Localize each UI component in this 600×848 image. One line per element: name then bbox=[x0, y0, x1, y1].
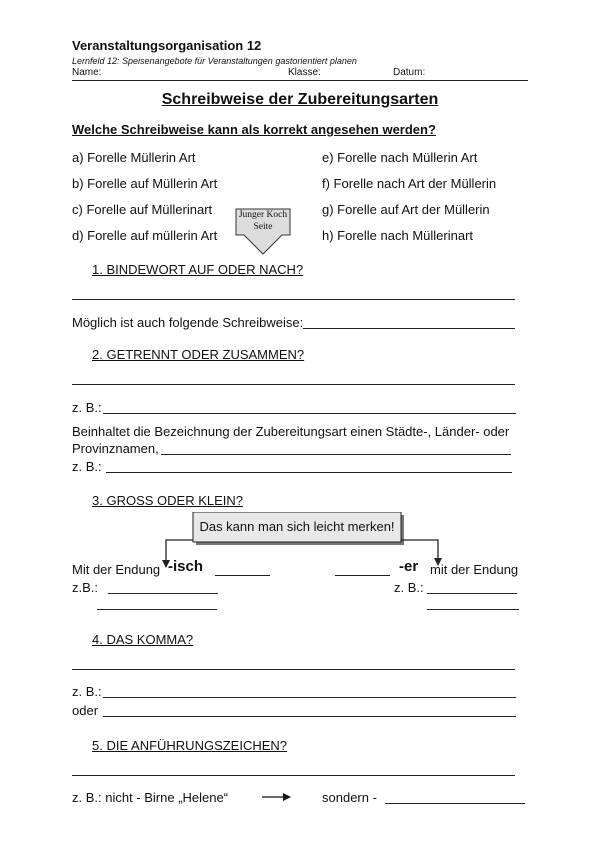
section3-zb-right: z. B.: bbox=[394, 580, 424, 595]
section3-heading: 3. GROSS ODER KLEIN? bbox=[92, 493, 243, 508]
answer-line[interactable] bbox=[335, 575, 390, 576]
answer-line[interactable] bbox=[103, 697, 516, 698]
answer-line[interactable] bbox=[106, 472, 512, 473]
answer-line[interactable] bbox=[427, 593, 517, 594]
option-e: e) Forelle nach Müllerin Art bbox=[322, 150, 478, 165]
callout-text: Das kann man sich leicht merken! bbox=[199, 519, 395, 534]
section3-zb-left: z.B.: bbox=[72, 580, 99, 595]
section2-zb2: z. B.: bbox=[72, 459, 102, 474]
answer-line[interactable] bbox=[72, 299, 515, 300]
option-g: g) Forelle auf Art der Müllerin bbox=[322, 202, 490, 217]
class-label: Klasse: bbox=[288, 67, 321, 78]
section2-heading: 2. GETRENNT ODER ZUSAMMEN? bbox=[92, 347, 305, 362]
section5-example: z. B.: nicht - Birne „Helene“ bbox=[72, 790, 229, 805]
section1-heading: 1. BINDEWORT AUF ODER NACH? bbox=[92, 262, 304, 277]
answer-line[interactable] bbox=[72, 384, 515, 385]
course-title: Veranstaltungsorganisation 12 bbox=[72, 38, 262, 53]
reference-line1: Junger Koch bbox=[238, 210, 288, 220]
answer-line[interactable] bbox=[303, 328, 515, 329]
section2-zb: z. B.: bbox=[72, 400, 102, 415]
option-h: h) Forelle nach Müllerinart bbox=[322, 228, 474, 243]
answer-line[interactable] bbox=[103, 716, 516, 717]
header-rule bbox=[72, 80, 528, 81]
section5-heading: 5. DIE ANFÜHRUNGSZEICHEN? bbox=[92, 738, 288, 753]
date-label: Datum: bbox=[393, 67, 426, 78]
page-title: Schreibweise der Zubereitungsarten bbox=[161, 91, 439, 108]
left-ending-text: Mit der Endung bbox=[72, 562, 161, 577]
right-suffix: -er bbox=[399, 558, 419, 575]
option-a: a) Forelle Müllerin Art bbox=[72, 150, 196, 165]
option-b: b) Forelle auf Müllerin Art bbox=[72, 176, 218, 191]
answer-line[interactable] bbox=[103, 413, 516, 414]
section4-oder: oder bbox=[72, 703, 99, 718]
right-ending-text: mit der Endung bbox=[430, 562, 519, 577]
answer-line[interactable] bbox=[427, 609, 519, 610]
option-c: c) Forelle auf Müllerinart bbox=[72, 202, 213, 217]
course-subtitle: Lernfeld 12: Speisenangebote für Veranstaltungen gastorientiert planen bbox=[72, 56, 357, 66]
name-label: Name: bbox=[72, 67, 102, 78]
section5-sondern: sondern - bbox=[322, 790, 377, 805]
answer-line[interactable] bbox=[97, 609, 217, 610]
option-f: f) Forelle nach Art der Müllerin bbox=[322, 176, 497, 191]
question: Welche Schreibweise kann als korrekt angesehen werden? bbox=[72, 122, 436, 137]
arrow-right-icon bbox=[262, 791, 292, 803]
answer-line[interactable] bbox=[385, 803, 525, 804]
answer-line[interactable] bbox=[108, 593, 218, 594]
section2-para-line1: Beinhaltet die Bezeichnung der Zubereitungsart einen Städte-, Länder- oder bbox=[72, 424, 510, 439]
option-d: d) Forelle auf müllerin Art bbox=[72, 228, 218, 243]
answer-line[interactable] bbox=[72, 775, 515, 776]
left-suffix: -isch bbox=[168, 558, 204, 575]
section2-para-line2: Provinznamen, bbox=[72, 441, 159, 456]
answer-line[interactable] bbox=[72, 669, 515, 670]
answer-line[interactable] bbox=[161, 454, 511, 455]
answer-line[interactable] bbox=[215, 575, 270, 576]
section1-alt-text: Möglich ist auch folgende Schreibweise: bbox=[72, 315, 304, 330]
section4-heading: 4. DAS KOMMA? bbox=[92, 632, 194, 647]
section4-zb: z. B.: bbox=[72, 684, 102, 699]
reference-line2: Seite bbox=[253, 222, 273, 232]
